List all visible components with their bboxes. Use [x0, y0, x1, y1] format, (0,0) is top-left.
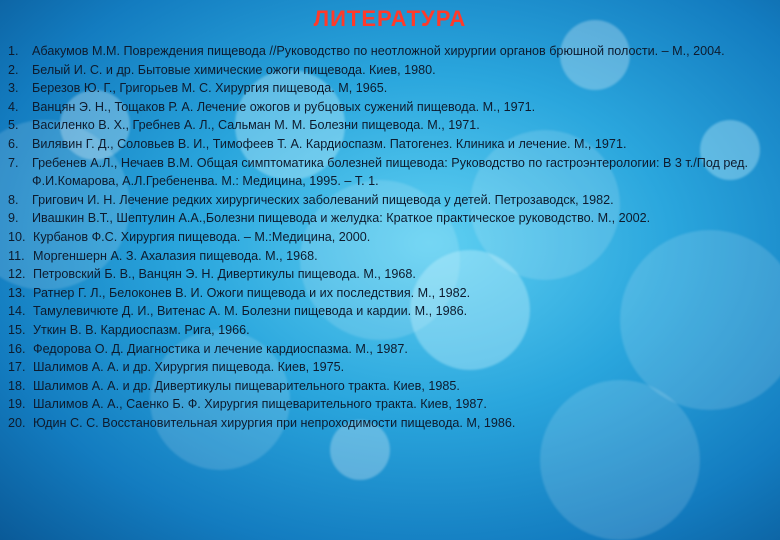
reference-text: Ратнер Г. Л., Белоконев В. И. Ожоги пищевода и их последствия. М., 1982.	[33, 285, 471, 300]
reference-text: Абакумов М.М. Повреждения пищевода //Руководство по неотложной хирургии органов брюшной полости. – М., 2004.	[32, 44, 725, 58]
reference-text: Березов Ю. Г., Григорьев М. С. Хирургия пищевода. М, 1965.	[32, 81, 388, 96]
reference-text: Федорова О. Д. Диагностика и лечение кардиоспазма. М., 1987.	[33, 341, 408, 356]
reference-text: Ивашкин В.Т., Шептулин А.А.,Болезни пищевода и желудка: Краткое практическое руководство. М., 2002.	[32, 211, 651, 226]
reference-item	[8, 395, 774, 414]
reference-text: Курбанов Ф.С. Хирургия пищевода. – М.:Медицина, 2000.	[33, 229, 371, 244]
reference-number: 2.	[8, 62, 19, 77]
reference-text: Григович И. Н. Лечение редких хирургических заболеваний пищевода у детей. Петрозаводск, 1982.	[32, 192, 614, 207]
reference-number: 13.	[8, 285, 26, 300]
reference-number: 17.	[8, 360, 26, 375]
reference-number: 16.	[8, 341, 26, 356]
reference-text: Вилявин Г. Д., Соловьев В. И., Тимофеев Т. А. Кардиоспазм. Патогенез. Клиника и лечение. М., 1971.	[32, 136, 627, 151]
reference-number: 10.	[8, 229, 26, 244]
reference-item	[8, 154, 774, 191]
reference-number: 20.	[8, 415, 26, 430]
reference-item	[8, 321, 774, 340]
reference-number: 6.	[8, 136, 19, 151]
reference-item	[8, 79, 774, 98]
reference-item	[8, 228, 774, 247]
reference-item	[8, 209, 774, 228]
reference-number: 7.	[8, 155, 19, 170]
reference-text: Шалимов А. А. и др. Хирургия пищевода. Киев, 1975.	[33, 360, 345, 375]
reference-text: Шалимов А. А. и др. Дивертикулы пищеварительного тракта. Киев, 1985.	[33, 378, 460, 393]
reference-text: Моргеншерн А. З. Ахалазия пищевода. М., 1968.	[33, 248, 318, 263]
reference-number: 3.	[8, 81, 19, 96]
reference-item	[8, 284, 774, 303]
reference-text: Тамулевичюте Д. И., Витенас А. М. Болезни пищевода и кардии. М., 1986.	[33, 304, 468, 319]
reference-item	[8, 265, 774, 284]
reference-list	[8, 42, 774, 432]
reference-item	[8, 116, 774, 135]
reference-number: 12.	[8, 267, 26, 282]
reference-text: Гребенев А.Л., Нечаев В.М. Общая симптоматика болезней пищевода: Руководство по гастроэнтерологии: В 3 т./Под ред. Ф.И.Комарова, А.Л.Гребененва. М.: Медицина, 1995. – Т. 1.	[32, 155, 748, 189]
reference-item	[8, 358, 774, 377]
reference-item	[8, 377, 774, 396]
slide-title: ЛИТЕРАТУРА	[313, 6, 467, 31]
reference-number: 14.	[8, 304, 26, 319]
reference-number: 11.	[8, 248, 25, 263]
reference-text: Юдин С. С. Восстановительная хирургия при непроходимости пищевода. М, 1986.	[33, 415, 516, 430]
reference-number: 5.	[8, 118, 19, 133]
reference-item	[8, 98, 774, 117]
reference-number: 19.	[8, 397, 26, 412]
reference-number: 4.	[8, 99, 19, 114]
reference-item	[8, 247, 774, 266]
reference-number: 18.	[8, 378, 26, 393]
reference-text: Ванцян Э. Н., Тощаков Р. А. Лечение ожогов и рубцовых сужений пищевода. М., 1971.	[32, 99, 536, 114]
reference-text: Василенко В. Х., Гребнев А. Л., Сальман М. М. Болезни пищевода. М., 1971.	[32, 118, 480, 133]
reference-text: Петровский Б. В., Ванцян Э. Н. Дивертикулы пищевода. М., 1968.	[33, 267, 416, 282]
reference-item	[8, 61, 774, 80]
reference-text: Белый И. С. и др. Бытовые химические ожоги пищевода. Киев, 1980.	[32, 62, 436, 77]
reference-item	[8, 302, 774, 321]
reference-number: 1.	[8, 44, 19, 58]
reference-item	[8, 191, 774, 210]
reference-item	[8, 414, 774, 433]
reference-item	[8, 42, 774, 61]
reference-number: 8.	[8, 192, 19, 207]
reference-item	[8, 340, 774, 359]
reference-number: 15.	[8, 322, 26, 337]
reference-item	[8, 135, 774, 154]
reference-text: Шалимов А. А., Саенко Б. Ф. Хирургия пищеварительного тракта. Киев, 1987.	[33, 397, 487, 412]
reference-text: Уткин В. В. Кардиоспазм. Рига, 1966.	[33, 322, 250, 337]
reference-number: 9.	[8, 211, 19, 226]
